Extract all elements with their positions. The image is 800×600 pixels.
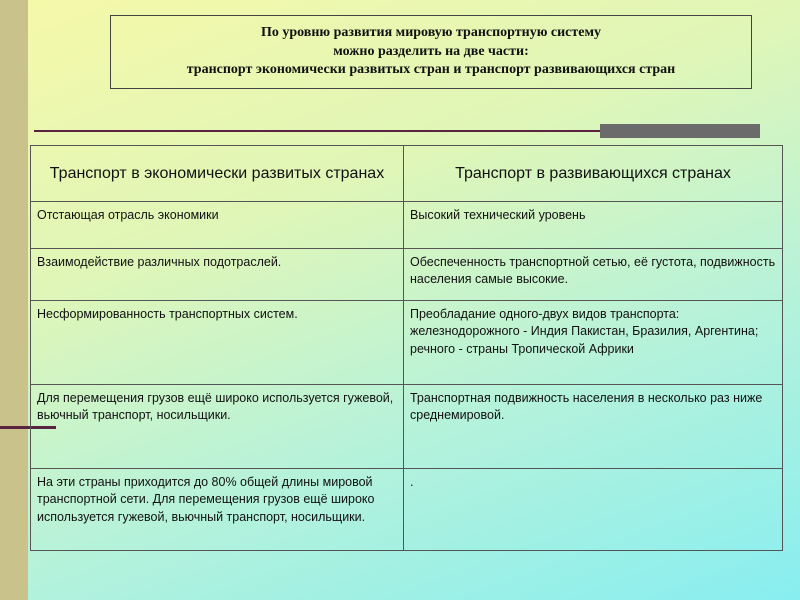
- cell-developing: .: [404, 469, 783, 551]
- cell-developing: Транспортная подвижность населения в несколько раз ниже среднемировой.: [404, 385, 783, 469]
- title-line-3: транспорт экономически развитых стран и транспорт развивающихся стран: [186, 62, 676, 78]
- cell-developed: Взаимодействие различных подотраслей.: [31, 249, 404, 301]
- title-line-1: По уровню развития мировую транспортную систему: [260, 24, 602, 40]
- comparison-table: [30, 145, 783, 551]
- cell-developed: На эти страны приходится до 80% общей длины мировой транспортной сети. Для перемещения грузов ещё широко используется гужевой, вьючный транспорт, носильщики.: [31, 469, 404, 551]
- divider-block: [600, 124, 760, 138]
- table-header-row: [31, 146, 783, 202]
- header-developing: Транспорт в развивающихся странах: [404, 146, 783, 202]
- cell-developing: Преобладание одного-двух видов транспорта: железнодорожного - Индия Пакистан, Бразилия, Аргентина; речного - страны Тропической Африки: [404, 301, 783, 385]
- cell-developed: Для перемещения грузов ещё широко используется гужевой, вьючный транспорт, носильщики.: [31, 385, 404, 469]
- left-decorative-bar: [0, 0, 28, 600]
- cell-developing: Высокий технический уровень: [404, 202, 783, 249]
- title-box: [110, 15, 752, 89]
- table-row: [31, 385, 783, 469]
- table-row: [31, 202, 783, 249]
- title-line-2: можно разделить на две части:: [333, 43, 529, 59]
- table-row: [31, 469, 783, 551]
- header-developed: Транспорт в экономически развитых странах: [31, 146, 404, 202]
- table-row: [31, 249, 783, 301]
- cell-developed: Отстающая отрасль экономики: [31, 202, 404, 249]
- cell-developing: Обеспеченность транспортной сетью, её густота, подвижность населения самые высокие.: [404, 249, 783, 301]
- table-row: [31, 301, 783, 385]
- cell-developed: Несформированность транспортных систем.: [31, 301, 404, 385]
